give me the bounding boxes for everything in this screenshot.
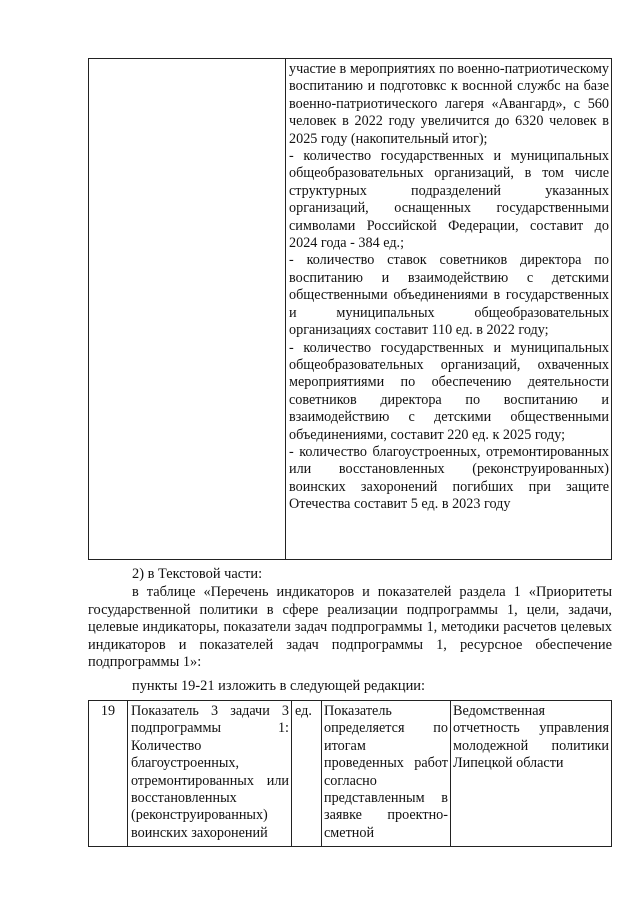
unit-cell <box>295 703 319 720</box>
row-number-cell <box>93 703 123 720</box>
unit-text: ед. <box>295 703 312 719</box>
table-column-divider <box>285 59 286 559</box>
table-cell-targets <box>289 61 609 514</box>
table-column-divider <box>127 701 128 846</box>
method-cell <box>324 703 448 842</box>
target-paragraph: - количество государственных и муниципальных общеобразовательных организаций, охваченных мероприятиями по обеспечению деятельности советников директора по воспитанию и взаимодействию с детскими общественными объединениями, составит 220 ед. к 2025 году; <box>289 339 609 443</box>
table-reference-text: в таблице «Перечень индикаторов и показателей раздела 1 «Приоритеты государственной политики в сфере реализации подпрограммы 1, цели, задачи, целевые индикаторы, показатели задач подпрограммы 1, методики расчетов целевых индикаторов и показателей задач подпрограммы 1, ресурсное обеспечение подпрограммы 1»: <box>88 584 612 671</box>
source-text: Ведомственная отчетность управления молодежной политики Липецкой области <box>453 703 609 772</box>
target-paragraph: участие в мероприятиях по военно-патриотическому воспитанию и подготовкс к воснной службс на базе военно-патриотического лагеря «Авангард», с 560 человек в 2022 году увеличится до 6320 человек в 2025 году (накопительный итог); <box>289 61 609 147</box>
target-paragraph: - количество ставок советников директора по воспитанию и взаимодействию с детскими общественными объединениями в государственных и муниципальных общеобразовательных организациях составит 110 ед. в 2022 году; <box>289 252 609 339</box>
table-column-divider <box>450 701 451 846</box>
table-reference-paragraph <box>88 584 612 672</box>
target-paragraph: - количество государственных и муниципальных общеобразовательных организаций, в том числе структурных подразделений указанных организаций, оснащенных государственными символами Российской Федерации, составит до 2024 года - 384 ед.; <box>289 148 609 252</box>
item-2-paragraph <box>132 566 612 584</box>
indicator-text: Показатель 3 задачи 3 подпрограммы 1: Количество благоустроенных, отремонтированных или восстановленных (реконструированных) воинских захоронений <box>131 703 289 841</box>
row-number: 19 <box>100 703 116 719</box>
source-cell <box>453 703 609 773</box>
indicators-table <box>88 700 612 847</box>
method-text: Показатель определяется по итогам проведенных работ согласно представленным в заявке проектно-сметной <box>324 703 448 841</box>
indicator-cell <box>131 703 289 842</box>
continuation-table <box>88 58 612 560</box>
points-text: пункты 19-21 изложить в следующей редакции: <box>132 678 426 694</box>
item-2-text: 2) в Текстовой части: <box>132 566 263 582</box>
points-paragraph <box>132 678 612 696</box>
table-column-divider <box>291 701 292 846</box>
table-column-divider <box>321 701 322 846</box>
target-paragraph: - количество благоустроенных, отремонтированных или восстановленных (реконструированных) воинских захоронений погибших при защите Отечества составит 5 ед. в 2023 году <box>289 443 609 513</box>
